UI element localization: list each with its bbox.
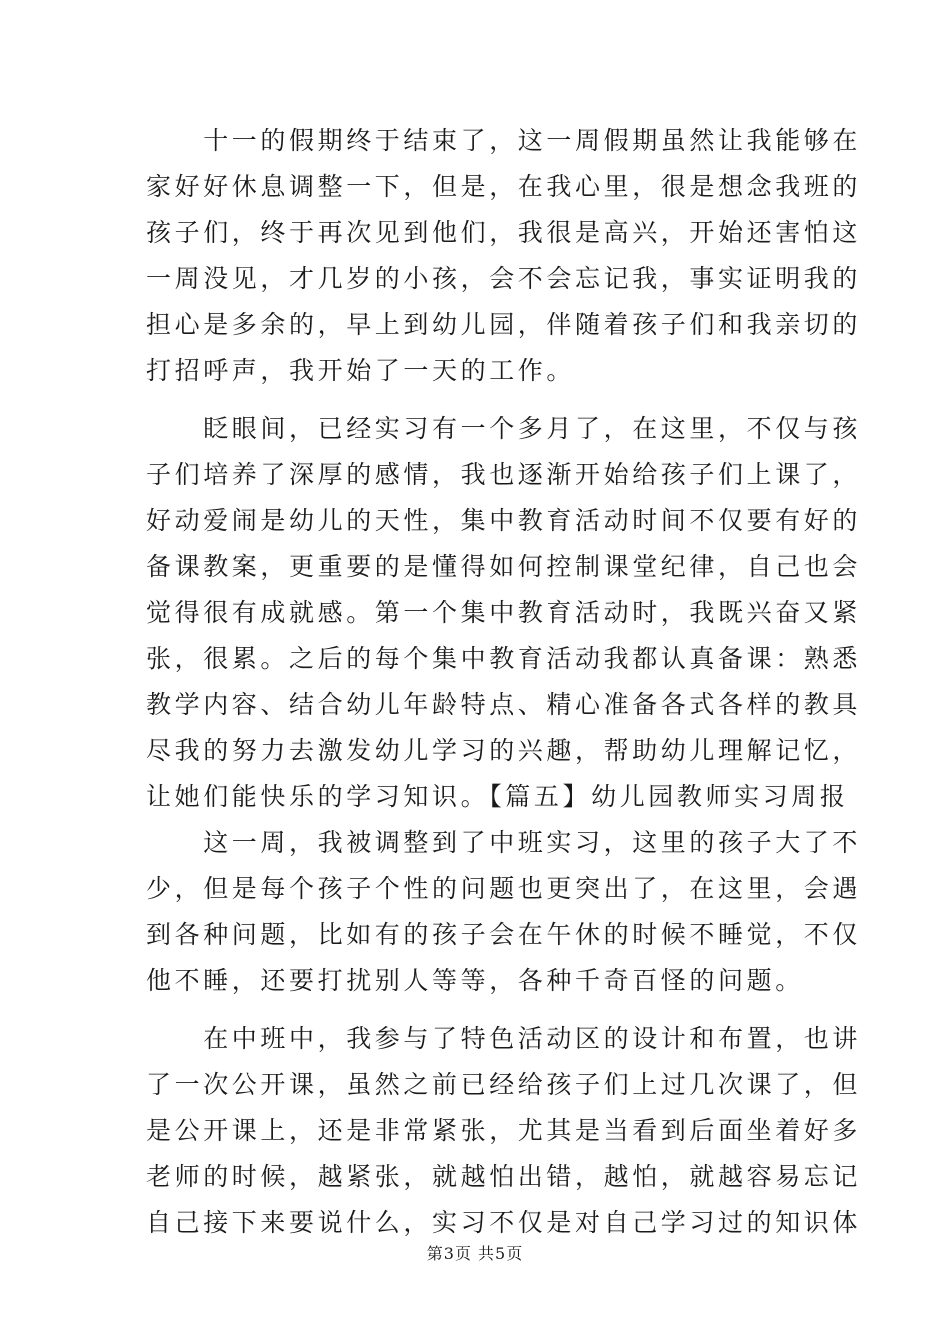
- text-line: 一周没见，才几岁的小孩，会不会忘记我，事实证明我的: [146, 264, 862, 293]
- text-line: 孩子们，终于再次见到他们，我很是高兴，开始还害怕这: [146, 218, 862, 247]
- text-line: 张，很累。之后的每个集中教育活动我都认真备课：熟悉: [146, 644, 862, 673]
- text-line: 教学内容、结合幼儿年龄特点、精心准备各式各样的教具: [146, 690, 862, 719]
- text-line: 十一的假期终于结束了，这一周假期虽然让我能够在: [146, 126, 862, 155]
- text-line: 让她们能快乐的学习知识。【篇五】幼儿园教师实习周报: [146, 782, 849, 811]
- text-line: 眨眼间，已经实习有一个多月了，在这里，不仅与孩: [146, 414, 862, 443]
- text-line: 家好好休息调整一下，但是，在我心里，很是想念我班的: [146, 172, 862, 201]
- text-line: 了一次公开课，虽然之前已经给孩子们上过几次课了，但: [146, 1070, 862, 1099]
- text-line: 他不睡，还要打扰别人等等，各种千奇百怪的问题。: [146, 966, 804, 995]
- document-body: [146, 118, 862, 1246]
- text-line: 担心是多余的，早上到幼儿园，伴随着孩子们和我亲切的: [146, 310, 862, 339]
- text-line: 好动爱闹是幼儿的天性，集中教育活动时间不仅要有好的: [146, 506, 862, 535]
- text-line: 老师的时候，越紧张，就越怕出错，越怕，就越容易忘记: [146, 1162, 862, 1191]
- text-line: 觉得很有成就感。第一个集中教育活动时，我既兴奋又紧: [146, 598, 862, 627]
- text-line: 到各种问题，比如有的孩子会在午休的时候不睡觉，不仅: [146, 920, 862, 949]
- text-line: 是公开课上，还是非常紧张，尤其是当看到后面坐着好多: [146, 1116, 862, 1145]
- text-line: 尽我的努力去激发幼儿学习的兴趣，帮助幼儿理解记忆，: [146, 736, 862, 765]
- page-number-footer: 第3页 共5页: [426, 1244, 524, 1263]
- text-line: 少，但是每个孩子个性的问题也更突出了，在这里，会遇: [146, 874, 862, 903]
- text-line: 子们培养了深厚的感情，我也逐渐开始给孩子们上课了，: [146, 460, 862, 489]
- text-line: 在中班中，我参与了特色活动区的设计和布置，也讲: [146, 1024, 862, 1053]
- text-line: 打招呼声，我开始了一天的工作。: [146, 356, 576, 385]
- text-line: 这一周，我被调整到了中班实习，这里的孩子大了不: [146, 828, 862, 857]
- text-line: 自己接下来要说什么，实习不仅是对自己学习过的知识体: [146, 1208, 862, 1237]
- text-line: 备课教案，更重要的是懂得如何控制课堂纪律，自己也会: [146, 552, 862, 581]
